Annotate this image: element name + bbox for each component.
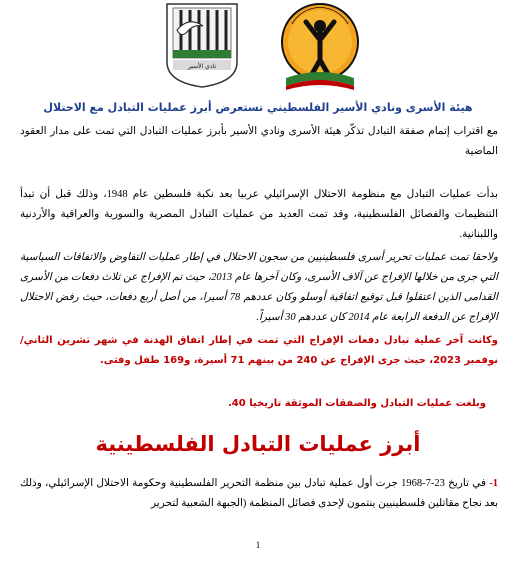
document-title: هيئة الأسرى ونادي الأسير الفلسطيني تستعرض أبرز عمليات التبادل مع الاحتلال [43, 101, 473, 114]
prisoners-commission-logo [278, 0, 362, 92]
list-item-1-text: في تاريخ 23-7-1968 جرت أول عملية تبادل بين منظمة التحرير الفلسطينية وحكومة الاحتلال الإسرائيلي، وذلك بعد نجاح مقاتلين فلسطينيين ينتمون لإحدى فصائل المنظمة (الجبهة الشعبية لتحرير [20, 478, 498, 509]
page-number: 1 [255, 540, 261, 550]
prisoners-club-logo-text: نادي الأسير [187, 63, 217, 70]
header-logos [0, 0, 516, 95]
prisoners-club-logo [163, 2, 241, 88]
list-item-1-number: 1- [489, 478, 499, 489]
list-item-1 [20, 474, 498, 514]
section-title: أبرز عمليات التبادل الفلسطينية [95, 432, 421, 456]
paragraph-latest-exchange: وكانت آخر عملية تبادل دفعات الإفراج التي تمت في إطار اتفاق الهدنة في شهر تشرين الثاني/ نوفمبر 2023، حيث جرى الإفراج عن 240 من بينهم 71 أسيرة، و169 طفل وفتى. [20, 335, 498, 366]
paragraph-total-exchanges: وبلغت عمليات التبادل والصفقات الموثقة تاريخيا 40. [227, 398, 486, 409]
paragraph-history: بدأت عمليات التبادل مع منظومة الاحتلال الإسرائيلي عربيا بعد نكبة فلسطين عام 1948، وذلك قبل أن تبدأ التنظيمات والفصائل الفلسطينية، وقد تمت العديد من عمليات التبادل المصرية والسورية والعراقية والأردنية واللبنانية. [20, 189, 498, 240]
intro-paragraph: مع اقتراب إتمام صفقة التبادل تذكّر هيئة الأسرى ونادي الأسير بأبرز عمليات التبادل التي تمت على مدار العقود الماضية [20, 126, 498, 157]
paragraph-negotiations: ولاحقا تمت عمليات تحرير أسرى فلسطينيين من سجون الاحتلال في إطار عمليات التفاوض والاتفاقات السياسية التي جرى من خلالها الإفراج عن آلاف الأسرى، وكان آخرها عام 2013، حيث تم الإفراج عن ثلاث دفعات من الأسرى القدامى الذين اعتقلوا قبل توقيع اتفاقية أوسلو وكان عددهم 78 أسيرا، من أصل أربع دفعات، حيث رفض الاحتلال الإفراج عن الدفعة الرابعة عام 2014 كان عددهم 30 أسيراً. [20, 252, 498, 323]
